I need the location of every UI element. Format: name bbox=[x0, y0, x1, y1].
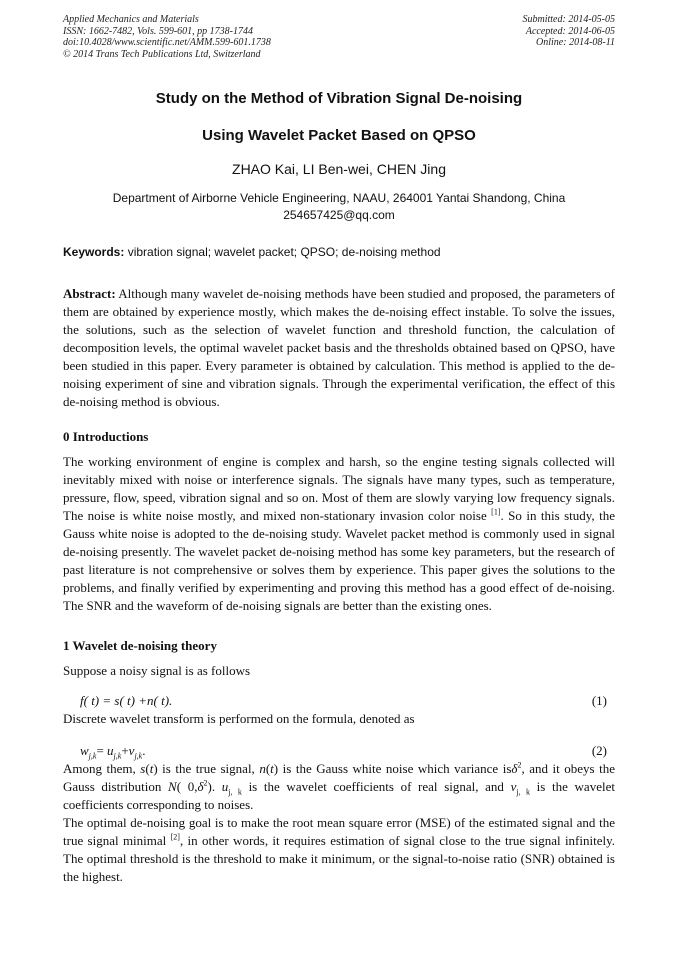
abstract-text: Although many wavelet de-noising methods have been studied and proposed, the parameters of them are obtained by experience mostly, which makes the de-noising effect instable. To solve the issues, the solutions, such as the selection of wavelet function and threshold function, the calculation of decomposition levels, the optimal wavelet packet basis and the thresholds obtained based on QPSO, have been studied in this paper. Every parameter is obtained by calculation. This method is applied to the de-noising experiment of sine and vibration signals. Through the experimental verification, the effect of this de-noising method is obvious. bbox=[63, 286, 615, 409]
optimal-text-1: The optimal de-noising goal is to make the root mean square error (MSE) of the estimated signal and the true signal minimal bbox=[63, 815, 615, 848]
eq2-v: v bbox=[128, 743, 135, 758]
accepted-date: Accepted: 2014-06-05 bbox=[525, 25, 615, 37]
variables-paragraph bbox=[63, 760, 615, 814]
section-0-heading: 0 Introductions bbox=[63, 429, 149, 444]
equation-1-number: (1) bbox=[591, 693, 607, 708]
intro-text-1: The working environment of engine is complex and harsh, so the engine testing signals collected will inevitably mixed with noise or interference signals. The signals have many types, such as temperature, pressure, flow, speed, vibration signal and so on. Most of them are slowly varying low frequency signals. The noise is white noise mostly, and mixed non-stationary invasion color noise bbox=[63, 454, 615, 523]
var-u: u bbox=[221, 779, 229, 794]
among-text: ( 0, bbox=[176, 779, 198, 794]
exponent: 2 bbox=[203, 778, 208, 788]
exponent: 2 bbox=[517, 760, 522, 770]
section-1-heading: 1 Wavelet de-noising theory bbox=[63, 638, 217, 653]
eq2-u-sub: j,k bbox=[113, 751, 122, 761]
eq2-end: . bbox=[142, 743, 146, 758]
among-text: , and it obeys the Gauss distribution bbox=[63, 761, 615, 794]
equation-2 bbox=[80, 743, 145, 759]
var-t: t bbox=[149, 761, 154, 776]
among-text: ( bbox=[145, 761, 150, 776]
doi-line: doi:10.4028/www.scientific.net/AMM.599-601.1738 bbox=[63, 37, 271, 48]
among-text: is the wavelet coefficients corresponding to noises. bbox=[63, 779, 615, 812]
paper-title-line-1: Study on the Method of Vibration Signal De-noising bbox=[155, 90, 523, 107]
var-v: v bbox=[510, 779, 517, 794]
optimal-paragraph bbox=[63, 814, 615, 886]
among-text: ) is the Gauss white noise which variance is bbox=[273, 761, 512, 776]
abstract bbox=[63, 285, 615, 411]
journal-name: Applied Mechanics and Materials bbox=[63, 14, 199, 25]
affiliation: Department of Airborne Vehicle Engineering, NAAU, 264001 Yantai Shandong, China bbox=[112, 191, 566, 205]
among-text: Among them, bbox=[63, 761, 141, 776]
var-delta: δ bbox=[511, 761, 518, 776]
keywords-text: vibration signal; wavelet packet; QPSO; de-noising method bbox=[127, 245, 441, 259]
abstract-label: Abstract: bbox=[63, 286, 116, 301]
section-1-intro: Suppose a noisy signal is as follows bbox=[63, 663, 251, 678]
citation-2: [2] bbox=[170, 832, 180, 842]
keywords bbox=[63, 245, 615, 259]
eq2-plus: + bbox=[121, 743, 129, 758]
equation-2-number: (2) bbox=[591, 743, 607, 758]
citation-1: [1] bbox=[491, 507, 501, 517]
among-text: ). bbox=[207, 779, 222, 794]
intro-text-2: . So in this study, the Gauss white noise is adopted to the de-noising study. Wavelet packet method is commonly used in signal de-noising presently. The wavelet packet de-noising method has some key parameters, but the research of past literature is not comprehensive or solves them by experience. This paper gives the solutions to the problems, and finally verified by experimenting and proving this method has a good effect of de-noising. The SNR and the waveform of de-noising signals are better than the existing ones. bbox=[63, 508, 615, 613]
email: 254657425@qq.com bbox=[283, 208, 395, 222]
var-t: t bbox=[270, 761, 274, 776]
intro-paragraph bbox=[63, 453, 615, 615]
var-s: s bbox=[140, 761, 146, 776]
among-text: ) is the true signal, bbox=[153, 761, 260, 776]
eq2-equals: = bbox=[96, 743, 108, 758]
journal-header-left bbox=[63, 14, 271, 60]
eq2-w-sub: j,k bbox=[88, 751, 97, 761]
keywords-label: Keywords: bbox=[63, 245, 125, 259]
online-date: Online: 2014-08-11 bbox=[536, 37, 615, 48]
eq2-v-sub: j,k bbox=[134, 751, 143, 761]
paper-title-line-2: Using Wavelet Packet Based on QPSO bbox=[202, 127, 476, 144]
among-text: ( bbox=[265, 761, 271, 776]
var-v-sub: j, k bbox=[516, 787, 531, 797]
among-text: is the wavelet coefficients of real signal, and bbox=[241, 779, 511, 794]
eq2-u: u bbox=[107, 743, 114, 758]
journal-header-right bbox=[523, 14, 616, 49]
var-u-sub: j, k bbox=[228, 787, 242, 797]
authors: ZHAO Kai, LI Ben-wei, CHEN Jing bbox=[232, 161, 446, 177]
equation-1: f( t) = s( t) +n( t). bbox=[80, 693, 173, 708]
submitted-date: Submitted: 2014-05-05 bbox=[522, 14, 615, 25]
var-delta: δ bbox=[197, 779, 204, 794]
optimal-text-2: , in other words, it requires estimation of signal close to the true signal infinitely. The optimal threshold is the threshold to make it minimum, or the signal-to-noise ratio (SNR) obtained is the highest. bbox=[63, 833, 616, 884]
eq2-w: w bbox=[80, 743, 89, 758]
issn-line: ISSN: 1662-7482, Vols. 599-601, pp 1738-1744 bbox=[63, 25, 253, 37]
copyright-line: © 2014 Trans Tech Publications Ltd, Switzerland bbox=[63, 48, 261, 60]
var-N: N bbox=[168, 779, 177, 794]
var-n: n bbox=[259, 761, 266, 776]
dwt-sentence: Discrete wavelet transform is performed on the formula, denoted as bbox=[63, 711, 415, 726]
